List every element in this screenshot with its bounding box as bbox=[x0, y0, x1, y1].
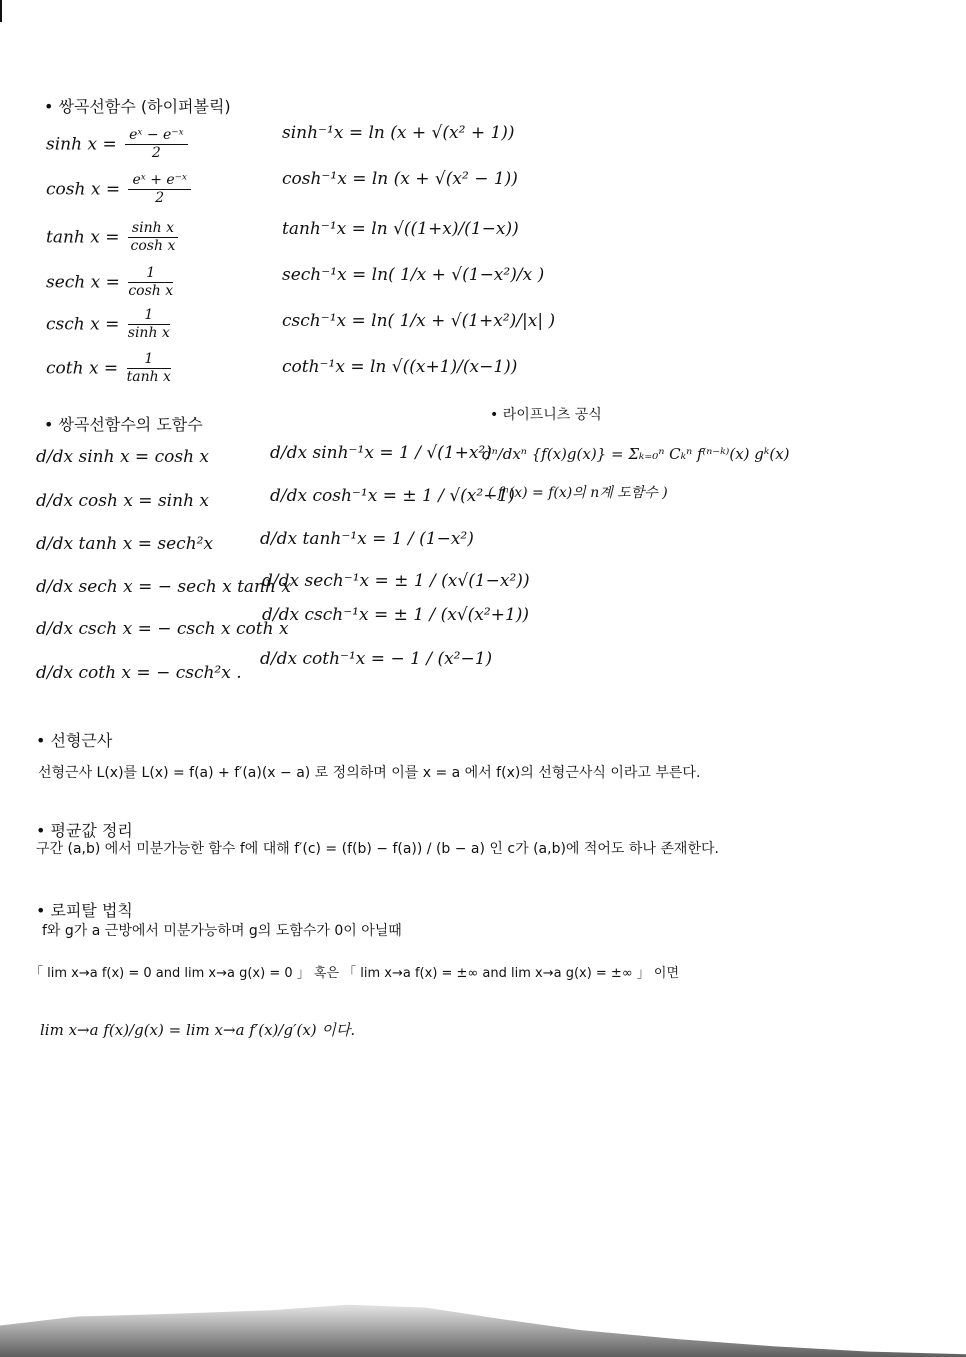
def-fraction bbox=[128, 173, 191, 207]
inverse-cosh: cosh⁻¹x = ln (x + √(x² − 1)) bbox=[282, 169, 518, 189]
derivative-inverse-sinh: d/dx sinh⁻¹x = 1 / √(1+x²) bbox=[270, 443, 492, 463]
fraction-denominator: cosh x bbox=[128, 283, 174, 300]
def-cosh bbox=[46, 173, 194, 207]
lhopital-condition: f와 g가 a 근방에서 미분가능하며 g의 도함수가 0이 아닐때 bbox=[42, 923, 402, 939]
linear-approx-heading: • 선형근사 bbox=[36, 731, 113, 750]
def-lhs: sinh x = bbox=[46, 134, 117, 155]
fraction-numerator: 1 bbox=[128, 266, 173, 283]
derivative-coth: d/dx coth x = − csch²x . bbox=[36, 663, 242, 683]
lhopital-result: lim x→a f(x)/g(x) = lim x→a f′(x)/g′(x) 이다. bbox=[40, 1021, 356, 1039]
lhopital-heading: • 로피탈 법칙 bbox=[36, 901, 133, 920]
inverse-coth: coth⁻¹x = ln √((x+1)/(x−1)) bbox=[282, 357, 518, 377]
section-heading-derivatives: • 쌍곡선함수의 도함수 bbox=[44, 415, 203, 434]
def-sinh bbox=[46, 128, 191, 162]
def-sech bbox=[46, 266, 176, 300]
page-edge-mark bbox=[0, 0, 2, 22]
fraction-denominator: cosh x bbox=[130, 238, 176, 255]
fraction-denominator: 2 bbox=[155, 190, 165, 207]
fraction-numerator: 1 bbox=[128, 308, 170, 325]
derivative-inverse-coth: d/dx coth⁻¹x = − 1 / (x²−1) bbox=[260, 649, 493, 669]
def-coth bbox=[46, 352, 174, 386]
leibniz-formula: dⁿ/dxⁿ {f(x)g(x)} = Σₖ₌₀ⁿ Cₖⁿ f⁽ⁿ⁻ᵏ⁾(x) gᵏ(x) bbox=[482, 445, 790, 463]
derivative-tanh: d/dx tanh x = sech²x bbox=[36, 534, 214, 554]
scan-shadow bbox=[0, 1267, 966, 1357]
def-fraction bbox=[125, 128, 188, 162]
section-heading-hyperbolic: • 쌍곡선함수 (하이퍼볼릭) bbox=[44, 97, 231, 116]
leibniz-heading: • 라이프니츠 공식 bbox=[490, 407, 602, 423]
def-lhs: sech x = bbox=[46, 272, 120, 293]
linear-approx-text: 선형근사 L(x)를 L(x) = f(a) + f′(a)(x − a) 로 정의하며 이를 x = a 에서 f(x)의 선형근사식 이라고 부른다. bbox=[38, 765, 701, 781]
def-fraction bbox=[128, 221, 178, 255]
fraction-numerator: eˣ + e⁻ˣ bbox=[128, 173, 191, 190]
def-lhs: csch x = bbox=[46, 314, 120, 335]
fraction-denominator: 2 bbox=[151, 145, 161, 162]
fraction-numerator: sinh x bbox=[128, 221, 178, 238]
fraction-denominator: tanh x bbox=[126, 369, 171, 386]
fraction-denominator: sinh x bbox=[127, 325, 170, 342]
fraction-numerator: 1 bbox=[127, 352, 171, 369]
inverse-tanh: tanh⁻¹x = ln √((1+x)/(1−x)) bbox=[282, 219, 519, 239]
mvt-heading: • 평균값 정리 bbox=[36, 821, 133, 840]
derivative-inverse-tanh: d/dx tanh⁻¹x = 1 / (1−x²) bbox=[260, 529, 474, 549]
def-fraction bbox=[128, 266, 173, 300]
derivative-cosh: d/dx cosh x = sinh x bbox=[36, 491, 210, 511]
inverse-sinh: sinh⁻¹x = ln (x + √(x² + 1)) bbox=[282, 123, 515, 143]
derivative-sinh: d/dx sinh x = cosh x bbox=[36, 447, 210, 467]
derivative-csch: d/dx csch x = − csch x coth x bbox=[36, 619, 289, 639]
fraction-numerator: eˣ − e⁻ˣ bbox=[125, 128, 188, 145]
inverse-csch: csch⁻¹x = ln( 1/x + √(1+x²)/|x| ) bbox=[282, 311, 556, 331]
def-tanh bbox=[46, 221, 181, 255]
derivative-sech: d/dx sech x = − sech x tanh x bbox=[36, 577, 291, 597]
def-lhs: tanh x = bbox=[46, 227, 120, 248]
derivative-inverse-cosh: d/dx cosh⁻¹x = ± 1 / √(x²−1) bbox=[270, 486, 515, 506]
lhopital-limits: 「 lim x→a f(x) = 0 and lim x→a g(x) = 0 」 혹은 「 lim x→a f(x) = ±∞ and lim x→a g(x) = ±∞ 」 이면 bbox=[30, 966, 680, 981]
leibniz-note: ( fⁿ(x) = f(x)의 n계 도함수 ) bbox=[488, 485, 668, 501]
inverse-sech: sech⁻¹x = ln( 1/x + √(1−x²)/x ) bbox=[282, 265, 545, 285]
def-fraction bbox=[127, 352, 171, 386]
def-fraction bbox=[128, 308, 170, 342]
derivative-inverse-sech: d/dx sech⁻¹x = ± 1 / (x√(1−x²)) bbox=[262, 571, 530, 591]
def-csch bbox=[46, 308, 173, 342]
derivative-inverse-csch: d/dx csch⁻¹x = ± 1 / (x√(x²+1)) bbox=[262, 605, 530, 625]
mvt-text: 구간 (a,b) 에서 미분가능한 함수 f에 대해 f′(c) = (f(b) − f(a)) / (b − a) 인 c가 (a,b)에 적어도 하나 존재한다. bbox=[36, 841, 719, 857]
def-lhs: coth x = bbox=[46, 358, 119, 379]
def-lhs: cosh x = bbox=[46, 179, 121, 200]
